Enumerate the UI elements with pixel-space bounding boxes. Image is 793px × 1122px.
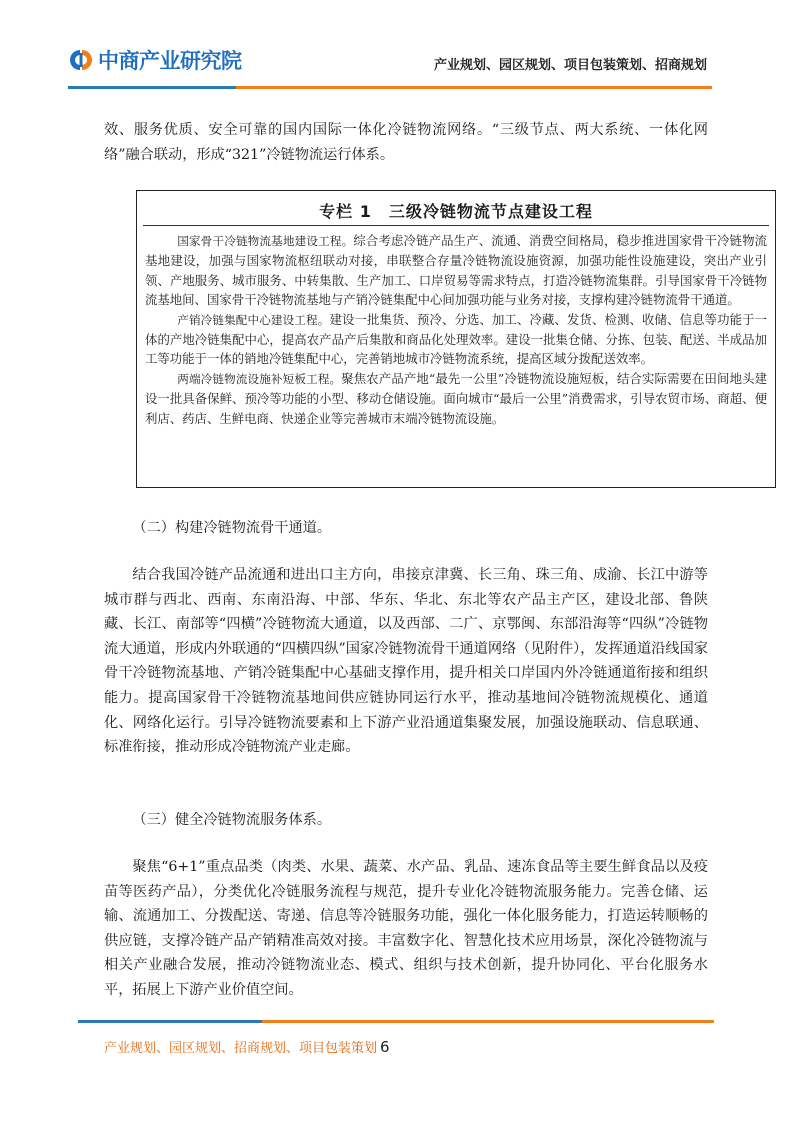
section-heading: （三）健全冷链物流服务体系。 — [132, 812, 332, 828]
box-body — [145, 231, 767, 428]
box-item-text: 聚焦农产品产地“最先一公里”冷链物流设施短板，结合实际需要在田间地头建设一批具备保鲜、预冷等功能的小型、移动仓储设施。面向城市“最后一公里”消费需求，引导农贸市场、商超、便利店、药店、生鲜电商、快递企业等完善城市末端冷链物流设施。 — [145, 370, 767, 426]
intro-paragraph: 效、服务优质、安全可靠的国内国际一体化冷链物流网络。“三级节点、两大系统、一体化网络”融合联动，形成“321”冷链物流运行体系。 — [104, 122, 708, 163]
box-item-lead: 两端冷链物流设施补短板工程。 — [177, 371, 342, 386]
box-item-text: 综合考虑冷链产品生产、流通、消费空间格局，稳步推进国家骨干冷链物流基地建设，加强与国家物流枢纽联动对接，串联整合存量冷链物流设施资源，加强功能性设施建设，突出产业引领、产地服务、城市服务、中转集散、生产加工、口岸贸易等需求特点，打造冷链物流集群。引导国家骨干冷链物流基地间、国家骨干冷链物流基地与产销冷链集配中心间加强功能与业务对接，支撑构建冷链物流骨干通道。 — [145, 233, 767, 308]
section-paragraph: 聚焦“6+1”重点品类（肉类、水果、蔬菜、水产品、乳品、速冻食品等主要生鲜食品以及疫苗等医药产品），分类优化冷链服务流程与规范，提升专业化冷链物流服务能力。完善仓储、运输、流通加工、分拨配送、寄递、信息等冷链服务功能，强化一体化服务能力，打造运转顺畅的供应链，支撑冷链产品产销精准高效对接。丰富数字化、智慧化技术应用场景，深化冷链物流与相关产业融合发展，推动冷链物流业态、模式、组织与技术创新，提升协同化、平台化服务水平，拓展上下游产业价值空间。 — [104, 859, 708, 998]
company-logo — [68, 44, 242, 76]
footer-tagline — [104, 1037, 390, 1056]
section-paragraph: 结合我国冷链产品流通和进出口主方向，串接京津冀、长三角、珠三角、成渝、长江中游等城市群与西北、西南、东南沿海、中部、华东、华北、东北等农产品主产区，建设北部、鲁陕藏、长江、南部等“四横”冷链物流大通道，以及西部、二广、京鄂闽、东部沿海等“四纵”冷链物流大通道，形成内外联通的“四横四纵”国家冷链物流骨干通道网络（见附件），发挥通道沿线国家骨干冷链物流基地、产销冷链集配中心基础支撑作用，提升相关口岸国内外冷链通道衔接和组织能力。提高国家骨干冷链物流基地间供应链协同运行水平，推动基地间冷链物流规模化、通道化、网络化运行。引导冷链物流要素和上下游产业沿通道集聚发展，加强设施联动、信息联通、标准衔接，推动形成冷链物流产业走廊。 — [104, 567, 708, 756]
page-number: 6 — [380, 1038, 390, 1056]
box-item — [145, 310, 767, 369]
header-tagline: 产业规划、园区规划、项目包装策划、招商规划 — [433, 58, 707, 73]
footer-tagline-text: 产业规划、园区规划、招商规划、项目包装策划 — [104, 1041, 378, 1056]
header-rule-orange — [236, 86, 712, 89]
box-title: 专栏 1 三级冷链物流节点建设工程 — [319, 202, 593, 221]
box-item-lead: 国家骨干冷链物流基地建设工程。 — [177, 234, 354, 248]
logo-text: 中商产业研究院 — [98, 49, 242, 73]
box-item — [145, 369, 767, 428]
box-item-lead: 产销冷链集配中心建设工程。 — [177, 312, 330, 327]
footer-rule-orange — [262, 1020, 714, 1023]
header-rule-blue — [68, 86, 236, 89]
column-box — [136, 190, 776, 488]
logo-mark-icon — [68, 48, 92, 72]
section-heading: （二）构建冷链物流骨干通道。 — [132, 520, 332, 536]
box-item-text: 建设一批集货、预冷、分选、加工、冷藏、发货、检测、收储、信息等功能于一体的产地冷链集配中心，提高农产品产后集散和商品化处理效率。建设一批集仓储、分拣、包装、配送、半成品加工等功能于一体的销地冷链集配中心，完善销地城市冷链物流系统，提高区域分拨配送效率。 — [145, 311, 767, 367]
footer-rule-blue — [78, 1020, 262, 1023]
box-item — [145, 231, 767, 310]
box-title-divider — [143, 225, 769, 226]
